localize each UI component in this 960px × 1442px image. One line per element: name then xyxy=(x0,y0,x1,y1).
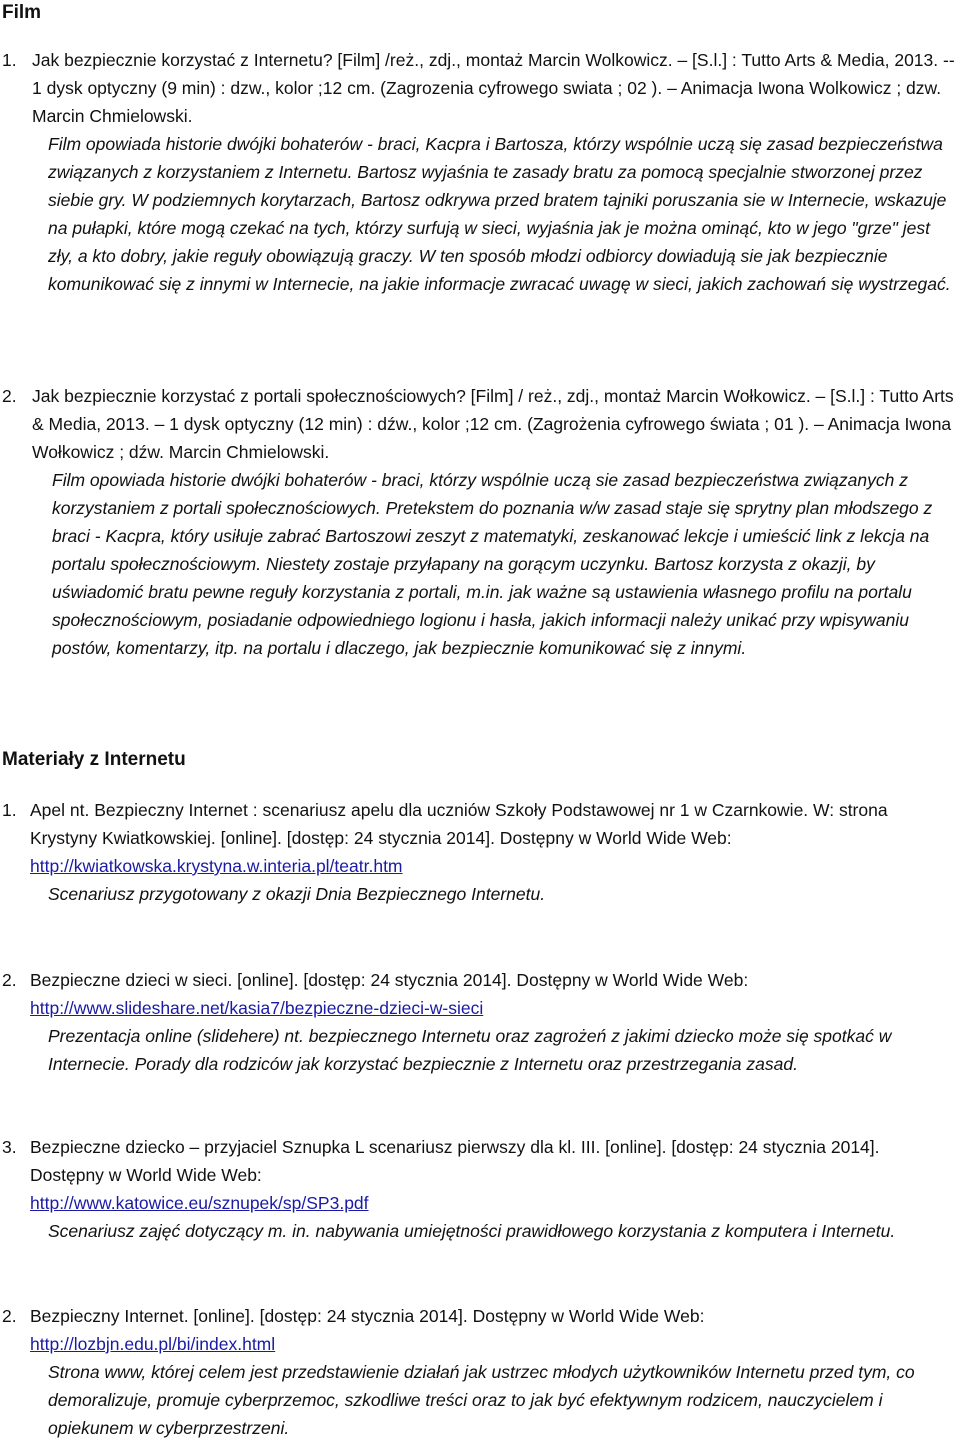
material-item-4-citation: Bezpieczny Internet. [online]. [dostęp: 24 stycznia 2014]. Dostępny w World Wide Web: xyxy=(30,1306,705,1326)
material-item-4-number: 2. xyxy=(2,1306,17,1326)
film-item-2-number: 2. xyxy=(2,386,17,406)
material-item-4 xyxy=(30,1302,940,1442)
material-item-2-link[interactable]: http://www.slideshare.net/kasia7/bezpieczne-dzieci-w-sieci xyxy=(30,998,484,1018)
section-heading-materials: Materiały z Internetu xyxy=(2,749,186,770)
film-item-1-description: Film opowiada historie dwójki bohaterów - braci, Kacpra i Bartosza, którzy wspólnie uczą się zasad bezpieczeństwa związanych z korzystaniem z Internetu. Bartosz wyjaśnia te zasady bratu za pomocą specjalnie stworzonej przez siebie gry. W podziemnych korytarzach, Bartosz odkrywa przed bratem tajniki poruszania sie w Internecie, wskazuje na pułapki, które mogą czekać na tych, którzy surfują w sieci, wyjaśnia jak je można ominąć, kto w jego "grze" jest zły, a kto dobry, jakie reguły obowiązują graczy. W ten sposób młodzi odbiorcy dowiadują sie jak bezpiecznie komunikować się z innymi w Internecie, na jakie informacje zwracać uwagę w sieci, jakich zachowań się wystrzegać. xyxy=(48,134,951,294)
material-item-2-description: Prezentacja online (slidehere) nt. bezpiecznego Internetu oraz zagrożeń z jakimi dziecko może się spotkać w Internecie. Porady dla rodziców jak korzystać bezpiecznie z Internetu oraz przestrzegania zasad. xyxy=(48,1026,892,1074)
material-item-2-citation: Bezpieczne dzieci w sieci. [online]. [dostęp: 24 stycznia 2014]. Dostępny w World Wide Web: xyxy=(30,970,749,990)
material-item-4-description: Strona www, której celem jest przedstawienie działań jak ustrzec młodych użytkowników Internetu przed tym, co demoralizuje, promuje cyberprzemoc, szkodliwe treści oraz to jak być efektywnym rodzicem, nauczycielem i opiekunem w cyberprzestrzeni. xyxy=(48,1362,915,1438)
material-item-1-description: Scenariusz przygotowany z okazji Dnia Bezpiecznego Internetu. xyxy=(48,884,546,904)
material-item-3-link[interactable]: http://www.katowice.eu/sznupek/sp/SP3.pdf xyxy=(30,1193,369,1213)
material-item-1 xyxy=(30,796,940,908)
material-item-3-citation: Bezpieczne dziecko – przyjaciel Sznupka L scenariusz pierwszy dla kl. III. [online]. [dostęp: 24 stycznia 2014]. Dostępny w World Wide Web: xyxy=(30,1137,880,1185)
material-item-3-number: 3. xyxy=(2,1137,17,1157)
material-item-3-description: Scenariusz zajęć dotyczący m. in. nabywania umiejętności prawidłowego korzystania z komputera i Internetu. xyxy=(48,1221,896,1241)
material-item-2 xyxy=(30,966,940,1078)
film-item-1-citation: Jak bezpiecznie korzystać z Internetu? [Film] /reż., zdj., montaż Marcin Wolkowicz. – [S.l.] : Tutto Arts & Media, 2013. -- 1 dysk optyczny (9 min) : dzw., kolor ;12 cm. (Zagrozenia cyfrowego swiata ; 02 ). – Animacja Iwona Wolkowicz ; dzw. Marcin Chmielowski. xyxy=(32,50,955,126)
material-item-1-link[interactable]: http://kwiatkowska.krystyna.w.interia.pl/teatr.htm xyxy=(30,856,403,876)
film-item-2-description: Film opowiada historie dwójki bohaterów - braci, którzy wspólnie uczą sie zasad bezpieczeństwa związanych z korzystaniem z portali społecznościowych. Pretekstem do poznania w/w zasad staje się sprytny plan młodszego z braci - Kacpra, który usiłuje zabrać Bartoszowi zeszyt z matematyki, zeskanować lekcje i umieścić link z lekcja na portalu społecznościowym. Niestety zostaje przyłapany na gorącym uczynku. Bartosz korzysta z okazji, by uświadomić bratu pewne reguły korzystania z portali, m.in. jak ważne są ustawienia własnego profilu na portalu społecznościowym, posiadanie odpowiedniego logionu i hasła, jakich informacji należy unikać przy wpisywaniu postów, komentarzy, itp. na portalu i dlaczego, jak bezpiecznie komunikować się z innymi. xyxy=(52,470,933,658)
material-item-3 xyxy=(30,1133,940,1245)
section-heading-film: Film xyxy=(2,2,42,23)
material-item-1-citation: Apel nt. Bezpieczny Internet : scenariusz apelu dla uczniów Szkoły Podstawowej nr 1 w Czarnkowie. W: strona Krystyny Kwiatkowskiej. [online]. [dostęp: 24 stycznia 2014]. Dostępny w World Wide Web: xyxy=(30,800,888,848)
film-item-2-citation: Jak bezpiecznie korzystać z portali społecznościowych? [Film] / reż., zdj., montaż Marcin Wołkowicz. – [S.l.] : Tutto Arts & Media, 2013. – 1 dysk optyczny (12 min) : dźw., kolor ;12 cm. (Zagrożenia cyfrowego świata ; 01 ). – Animacja Iwona Wołkowicz ; dźw. Marcin Chmielowski. xyxy=(32,386,954,462)
material-item-2-number: 2. xyxy=(2,970,17,990)
film-item-1-number: 1. xyxy=(2,50,17,70)
material-item-1-number: 1. xyxy=(2,800,17,820)
material-item-4-link[interactable]: http://lozbjn.edu.pl/bi/index.html xyxy=(30,1334,276,1354)
